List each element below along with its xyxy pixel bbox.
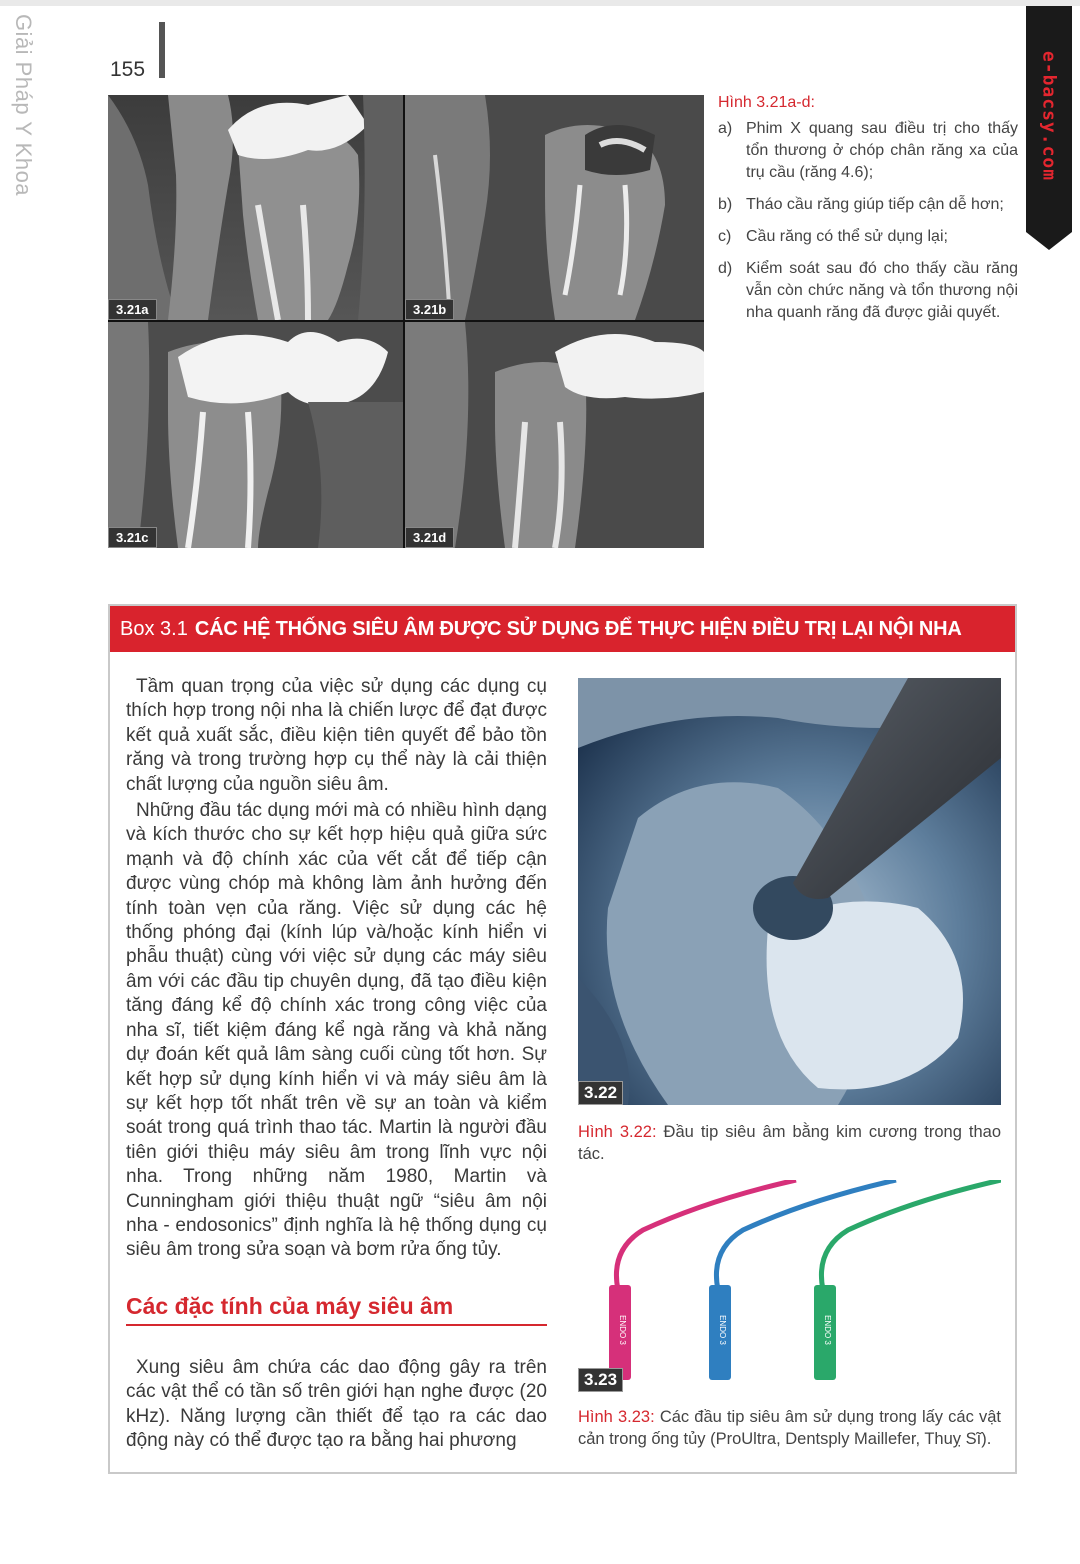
figure-3-23-caption-title: Hình 3.23: (578, 1408, 655, 1426)
caption-item-letter: d) (718, 260, 733, 277)
caption-item-a (718, 118, 1018, 184)
panel-label-d: 3.21d (405, 527, 454, 548)
top-strip (0, 0, 1080, 6)
xray-panel-d (405, 322, 704, 548)
section-body-text (126, 1356, 547, 1456)
panel-label-b: 3.21b (405, 299, 454, 320)
caption-item-text: Kiểm soát sau đó cho thấy cầu răng vẫn còn chức năng và tổn thương nội nha quanh răng đã được giải quyết. (746, 260, 1018, 321)
running-head-book-title (8, 13, 38, 197)
box-title: CÁC HỆ THỐNG SIÊU ÂM ĐƯỢC SỬ DỤNG ĐỂ THỰC HIỆN ĐIỀU TRỊ LẠI NỘI NHA (194, 617, 962, 640)
caption-item-letter: b) (718, 196, 733, 213)
tip-marking: ENDO 3 (718, 1315, 727, 1345)
tip-shaft (716, 1180, 896, 1290)
book-title-text: Giải Pháp Y Khoa (11, 13, 36, 197)
xray-panel-b (405, 95, 704, 320)
figure-3-22-caption-text: Đầu tip siêu âm bằng kim cương trong thao tác. (578, 1123, 1002, 1163)
panel-label-c: 3.21c (108, 527, 157, 548)
page-number-bar (159, 22, 165, 78)
ultrasonic-tips-illustration (578, 1180, 1001, 1392)
box-body-text (126, 675, 547, 1265)
figure-3-22-caption-title: Hình 3.22: (578, 1123, 657, 1141)
tip-shaft (821, 1180, 1001, 1290)
figure-3-22-label: 3.22 (578, 1081, 623, 1105)
panel-label-a: 3.21a (108, 299, 157, 320)
page-number: 155 (110, 58, 146, 81)
body-paragraph: Những đầu tác dụng mới mà có nhiều hình dạng và kích thước cho sự kết hợp hiệu quả giữa sức mạnh và độ chính xác của vết cắt để tiếp cận được vùng chóp mà không làm ảnh hưởng đến tính toàn vẹn của răng. Việc sử dụng các hệ thống phóng đại (kính lúp và/hoặc kính hiển vi phẫu thuật) cùng với việc sử dụng các máy siêu âm với các đầu tip chuyên dụng, đã tạo điều kiện tăng đáng kể độ chính xác trong công việc của nha sĩ, tiết kiệm đáng kể ngà răng và khả năng dự đoán kết quả lâm sàng cuối cùng tốt hơn. Sự kết hợp sử dụng kính hiển vi và máy siêu âm là sự kết hợp tốt nhất trên về sự an toàn và kiểm soát trong quá trình thao tác. Martin là người đầu tiên giới thiệu máy siêu âm trong lĩnh vực nội nha. Trong những năm 1980, Martin và Cunningham giới thiệu thuật ngữ “siêu âm nội nha - endosonics” định nghĩa là hệ thống dụng cụ siêu âm trong sửa soạn và bơm rửa ống tủy. (126, 800, 547, 1261)
caption-item-text: Tháo cầu răng giúp tiếp cận dễ hơn; (746, 196, 1004, 213)
site-tab-text: e-bacsy.com (1038, 50, 1060, 182)
ultrasonic-tip-2 (709, 1180, 896, 1380)
site-tab (1026, 6, 1072, 250)
tip-marking: ENDO 3 (823, 1315, 832, 1345)
caption-item-b (718, 194, 1018, 216)
figure-3-22-photo (578, 678, 1001, 1105)
figure-3-23-label: 3.23 (578, 1368, 623, 1392)
body-paragraph: Xung siêu âm chứa các dao động gây ra trên các vật thể có tần số trên giới hạn nghe được (20 kHz). Năng lượng cần thiết để tạo ra các dao động này có thể được tạo ra bằng hai phương (126, 1357, 547, 1452)
xray-panel-a (108, 95, 403, 320)
figure-3-22-caption (578, 1121, 1001, 1165)
tip-shaft (616, 1180, 796, 1290)
tip-marking: ENDO 3 (618, 1315, 627, 1345)
figure-3-23-photo (578, 1180, 1001, 1392)
figure-3-21-caption (718, 92, 1018, 334)
figure-3-23-caption-text: Các đầu tip siêu âm sử dụng trong lấy các vật cản trong ống tủy (ProUltra, Dentsply Maillefer, Thuỵ Sĩ). (578, 1408, 1001, 1448)
caption-item-letter: a) (718, 120, 733, 137)
caption-item-letter: c) (718, 228, 732, 245)
figure-3-21-caption-title: Hình 3.21a-d: (718, 94, 815, 111)
figure-3-23-caption (578, 1406, 1001, 1450)
xray-panel-c (108, 322, 403, 548)
box-number: Box 3.1 (120, 617, 188, 640)
body-paragraph: Tầm quan trọng của việc sử dụng các dụng cụ thích hợp trong nội nha là chiến lược để đạt được kết quả xuất sắc, điều kiện tiên quyết để bảo tồn răng và trong trường hợp cụ thể này là cải thiện chất lượng của nguồn siêu âm. (126, 676, 547, 795)
caption-item-text: Cầu răng có thể sử dụng lại; (746, 228, 948, 245)
section-heading: Các đặc tính của máy siêu âm (126, 1293, 547, 1326)
figure-3-21-grid (108, 95, 704, 548)
caption-item-d (718, 258, 1018, 324)
box-header (110, 606, 1015, 652)
ultrasonic-tip-3 (814, 1180, 1001, 1380)
ultrasonic-tip-1 (609, 1180, 796, 1380)
caption-item-text: Phim X quang sau điều trị cho thấy tổn thương ở chóp chân răng xa của trụ cầu (răng 4.6); (746, 120, 1018, 181)
caption-item-c (718, 226, 1018, 248)
